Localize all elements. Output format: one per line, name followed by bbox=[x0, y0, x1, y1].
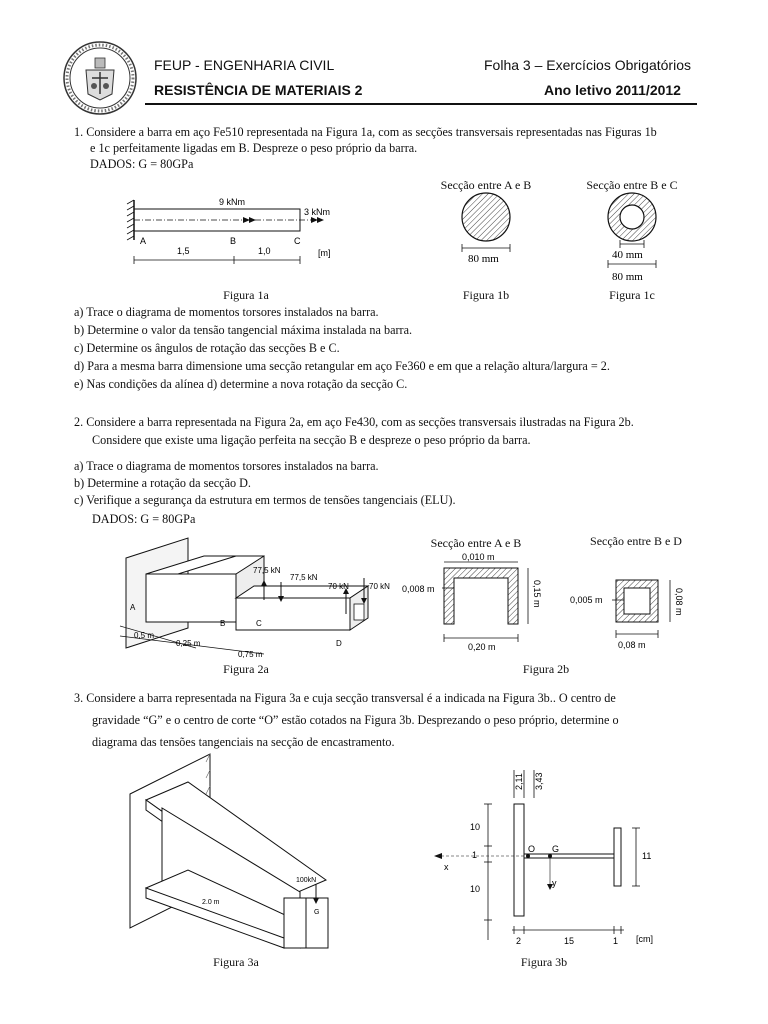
fig2a-dist-1: 0,5 m bbox=[134, 631, 155, 640]
ex3-intro-line3: diagrama das tensões tangenciais na secção de encastramento. bbox=[92, 735, 395, 749]
header-course: RESISTÊNCIA DE MATERIAIS 2 bbox=[154, 82, 363, 98]
fig1a-label-c: C bbox=[294, 236, 301, 246]
fig2a-dist-2: 0,25 m bbox=[176, 639, 201, 648]
ex2-item-c: c) Verifique a segurança da estrutura em termos de tensões tangenciais (ELU). bbox=[74, 493, 456, 507]
fig1a-unit: [m] bbox=[318, 248, 331, 258]
fig2b-caption: Figura 2b bbox=[522, 662, 570, 676]
header-sheet: Folha 3 – Exercícios Obrigatórios bbox=[484, 57, 691, 73]
fig1c-dim-inner: 40 mm bbox=[612, 249, 643, 261]
fig3b-dim-h1: 10 bbox=[470, 822, 481, 832]
header-year: Ano letivo 2011/2012 bbox=[544, 82, 681, 98]
fig3b-caption: Figura 3b bbox=[520, 955, 568, 969]
fig2b-box-thickness: 0,005 m bbox=[570, 595, 603, 605]
university-seal bbox=[62, 40, 138, 116]
ex1-data: DADOS: G = 80GPa bbox=[90, 157, 194, 171]
fig1a-torque-2: 3 kNm bbox=[304, 207, 331, 217]
fig2a-dist-3: 0,75 m bbox=[238, 650, 263, 659]
fig1a-torque-1: 9 kNm bbox=[219, 197, 246, 207]
figure-1b-solid-section bbox=[450, 192, 522, 272]
ex1-item-e: e) Nas condições da alínea d) determine a nova rotação da secção C. bbox=[74, 377, 408, 391]
fig1b-dim: 80 mm bbox=[468, 253, 499, 265]
figure-1c-hollow-section bbox=[596, 192, 668, 284]
fig3a-length: 2.0 m bbox=[202, 899, 220, 906]
fig3b-dim-d1: 2,11 bbox=[514, 773, 524, 790]
header-institution: FEUP - ENGENHARIA CIVIL bbox=[154, 57, 335, 73]
fig3b-unit: [cm] bbox=[636, 934, 653, 944]
fig1a-caption: Figura 1a bbox=[223, 288, 269, 302]
fig3a-load: 100kN bbox=[296, 877, 317, 884]
ex1-item-d: d) Para a mesma barra dimensione uma secção retangular em aço Fe360 e em que a relação altura/largura = 2. bbox=[74, 359, 610, 373]
figure-3a bbox=[124, 752, 356, 952]
fig3b-dim-h4: 11 bbox=[642, 851, 652, 861]
ex2-item-b: b) Determine a rotação da secção D. bbox=[74, 476, 251, 490]
ex2-intro-line2: Considere que existe uma ligação perfeita na secção B e despreze o peso próprio da barra. bbox=[92, 433, 531, 447]
figure-1a bbox=[122, 192, 344, 268]
fig3b-dim-w3: 1 bbox=[613, 936, 619, 946]
fig3b-dim-w2: 15 bbox=[564, 936, 575, 946]
fig2b-box-height: 0,08 m bbox=[674, 588, 684, 616]
fig3a-caption: Figura 3a bbox=[213, 955, 259, 969]
fig2b-thickness-top: 0,010 m bbox=[462, 552, 495, 562]
fig2a-force-3: 70 kN bbox=[328, 582, 349, 591]
fig2a-force-1: 77,5 kN bbox=[253, 566, 281, 575]
fig2b-title-ab: Secção entre A e B bbox=[430, 536, 522, 550]
fig1a-label-b: B bbox=[230, 236, 237, 246]
ex2-intro-line1: 2. Considere a barra representada na Figura 2a, em aço Fe430, com as secções transversais ilustradas na Figura 2b. bbox=[74, 415, 634, 429]
fig2a-label-c: C bbox=[256, 619, 262, 628]
ex2-data: DADOS: G = 80GPa bbox=[92, 512, 196, 526]
fig1a-length-2: 1,0 bbox=[258, 246, 271, 256]
fig1c-title: Secção entre B e C bbox=[586, 178, 678, 192]
fig2b-title-bd: Secção entre B e D bbox=[590, 534, 682, 548]
header-rule bbox=[145, 103, 697, 105]
fig3b-axis-x: x bbox=[444, 862, 449, 872]
ex1-item-b: b) Determine o valor da tensão tangencial máxima instalada na barra. bbox=[74, 323, 413, 337]
fig2b-height: 0,15 m bbox=[532, 580, 542, 608]
ex2-item-a: a) Trace o diagrama de momentos torsores instalados na barra. bbox=[74, 459, 379, 473]
fig1c-dim-outer: 80 mm bbox=[612, 271, 643, 283]
fig1a-length-1: 1,5 bbox=[177, 246, 190, 256]
fig3b-dim-h3: 10 bbox=[470, 884, 481, 894]
figure-2a bbox=[114, 536, 400, 660]
fig1c-caption: Figura 1c bbox=[609, 288, 655, 302]
ex3-intro-line2: gravidade “G” e o centro de corte “O” estão cotados na Figura 3b. Desprezando o peso próprio, determine o bbox=[92, 713, 619, 727]
fig2a-label-d: D bbox=[336, 639, 342, 648]
fig3b-axis-y: y bbox=[552, 878, 557, 888]
fig3a-label-g: G bbox=[314, 909, 320, 916]
ex3-intro-line1: 3. Considere a barra representada na Figura 3a e cuja secção transversal é a indicada na Figura 3b.. O centro de bbox=[74, 691, 616, 705]
figure-3b bbox=[424, 760, 684, 950]
fig2a-force-2: 77,5 kN bbox=[290, 573, 318, 582]
fig3b-point-g: G bbox=[552, 844, 560, 854]
fig2a-label-b: B bbox=[220, 619, 226, 628]
ex1-item-c: c) Determine os ângulos de rotação das secções B e C. bbox=[74, 341, 340, 355]
fig3b-dim-w1: 2 bbox=[516, 936, 522, 946]
fig3b-point-o: O bbox=[528, 844, 536, 854]
fig1b-caption: Figura 1b bbox=[462, 288, 510, 302]
fig3b-dim-h2: 1 bbox=[472, 850, 478, 860]
fig2a-caption: Figura 2a bbox=[223, 662, 269, 676]
ex1-intro-line1: 1. Considere a barra em aço Fe510 representada na Figura 1a, com as secções transversais representadas nas Figuras 1b bbox=[74, 125, 657, 139]
fig3b-dim-d2: 3,43 bbox=[534, 772, 544, 790]
fig2a-label-a: A bbox=[130, 603, 136, 612]
fig2b-width: 0,20 m bbox=[468, 642, 496, 652]
fig1a-label-a: A bbox=[140, 236, 147, 246]
fig2b-box-width: 0,08 m bbox=[618, 640, 646, 650]
ex1-intro-line2: e 1c perfeitamente ligadas em B. Despreze o peso próprio da barra. bbox=[90, 141, 418, 155]
fig1b-title: Secção entre A e B bbox=[440, 178, 532, 192]
figure-2b-channel-section bbox=[400, 550, 560, 654]
fig2b-thickness-side: 0,008 m bbox=[402, 584, 435, 594]
ex1-item-a: a) Trace o diagrama de momentos torsores instalados na barra. bbox=[74, 305, 379, 319]
fig2a-force-4: 70 kN bbox=[369, 582, 390, 591]
figure-2b-box-section bbox=[566, 570, 696, 654]
